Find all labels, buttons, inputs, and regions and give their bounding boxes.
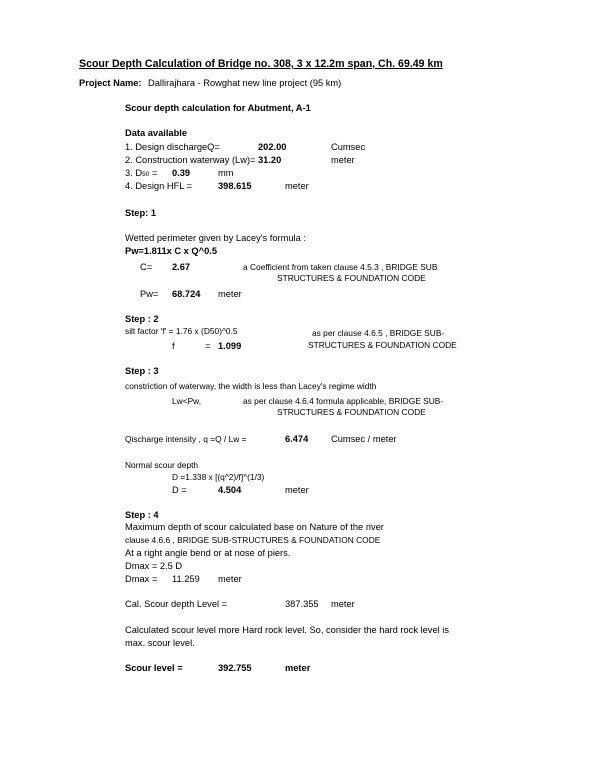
dmax-label: Dmax = [125,574,158,584]
dmax-value: 11.259 [172,574,200,584]
data-item-unit: Cumsec [331,142,366,152]
q-value: 6.474 [285,434,309,444]
step3-heading: Step : 3 [125,366,159,376]
f-value: 1.099 [218,341,242,351]
step4-text: clause 4.6.6 , BRIDGE SUB-STRUCTURES & FOUNDATION CODE [125,535,381,545]
data-item-unit: meter [285,181,309,191]
scour-level-label: Scour level = [125,663,183,673]
step3-note: as per clause 4.6.4 formula applicable, BRIDGE SUB- [243,396,444,406]
c-value: 2.67 [172,262,191,272]
cal-scour-label: Cal. Scour depth Level = [125,599,228,609]
conclusion-text: max. scour level. [125,638,195,648]
dmax-formula: Dmax = 2.5 D [125,561,183,571]
step2-note: as per clause 4.6.5 , BRIDGE SUB- [312,328,445,338]
pw-unit: meter [218,289,242,299]
data-item-value: 0.39 [172,168,191,178]
project-name: Dallirajhara - Rowghat new line project (95 km) [148,78,342,88]
step2-note: STRUCTURES & FOUNDATION CODE [308,340,457,350]
data-item-label: 4. Design HFL = [125,181,193,191]
dmax-unit: meter [218,574,242,584]
d-label: D = [172,485,187,495]
project-label: Project Name: [79,78,142,88]
step1-heading: Step: 1 [125,208,156,218]
f-label: f [172,341,175,351]
data-item-unit: mm [218,168,234,178]
data-available-heading: Data available [125,128,188,138]
cal-scour-value: 387.355 [285,599,319,609]
c-note: STRUCTURES & FOUNDATION CODE [277,273,426,283]
data-item-unit: meter [331,155,355,165]
c-note: a Coefficient from taken clause 4.5.3 , BRIDGE SUB [243,262,438,272]
f-equals: = [205,341,211,351]
section-title: Scour depth calculation for Abutment, A-1 [125,103,311,113]
d-formula: D =1.338 x [(q^2)/f]^(1/3) [172,472,265,482]
pw-label: Pw= [140,289,159,299]
data-item-label: 3. D50 = [125,168,158,178]
d-unit: meter [285,485,309,495]
step3-text: constriction of waterway, the width is less than Lacey's regime width [125,381,377,391]
d-value: 4.504 [218,485,242,495]
c-label: C= [140,262,153,272]
cal-scour-unit: meter [331,599,355,609]
normal-scour-heading: Normal scour depth [125,460,199,470]
step1-text: Wetted perimeter given by Lacey's formula : [125,233,306,243]
data-item-value: 398.615 [218,181,252,191]
data-item-value: 31.20 [258,155,282,165]
scour-level-unit: meter [285,663,311,673]
conclusion-text: Calculated scour level more Hard rock level. So, consider the hard rock level is [125,625,449,635]
step4-text: At a right angle bend or at nose of piers. [125,548,291,558]
step4-text: Maximum depth of scour calculated base on Nature of the river [125,522,384,532]
step4-heading: Step : 4 [125,510,159,520]
data-item-label: 1. Design dischargeQ= [125,142,220,152]
step3-note: STRUCTURES & FOUNDATION CODE [277,407,426,417]
silt-factor-formula: silt factor 'f' = 1.76 x (D50)^0.5 [125,326,238,336]
pw-value: 68.724 [172,289,201,299]
lacey-formula: Pw=1.811x C x Q^0.5 [125,246,218,256]
step2-heading: Step : 2 [125,314,159,324]
data-item-value: 202.00 [258,142,287,152]
lw-pw-condition: Lw<Pw, [172,396,202,406]
scour-level-value: 392.755 [218,663,252,673]
document-title: Scour Depth Calculation of Bridge no. 308, 3 x 12.2m span, Ch. 69.49 km [79,58,443,70]
q-unit: Cumsec / meter [331,434,397,444]
q-label: Qischarge intensity , q =Q / Lw = [125,434,247,444]
data-item-label: 2. Construction waterway (Lw)= [125,155,256,165]
